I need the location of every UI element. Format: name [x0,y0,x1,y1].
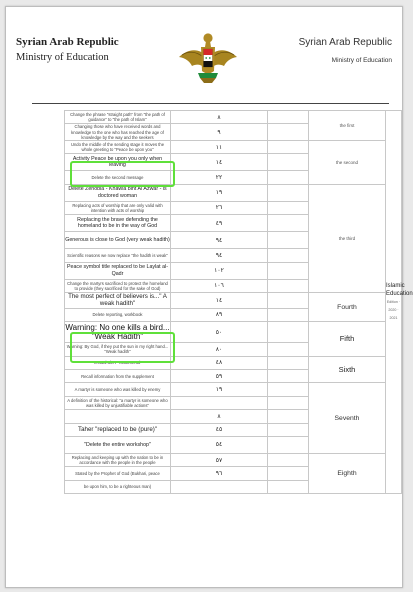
unit-label: Fourth [309,292,386,321]
header-left-country: Syrian Arab Republic [16,36,119,48]
page-number: ١٩ [171,383,268,396]
empty-cell [268,201,309,214]
page-number: ١١ [171,141,268,154]
page-number: ٢٢ [171,171,268,184]
unit-label: the third [309,184,386,292]
header-left-ministry: Ministry of Education [16,52,109,63]
unit-label: Fifth [309,322,386,356]
page-number [171,396,268,409]
unit-label: Eighth [309,453,386,493]
page-number: ٤٨ [171,356,268,369]
amendment-description: Scientific reasons we now replace "the hadith is weak" [65,249,171,262]
page-number [171,480,268,493]
amendment-description: Textual alert "Tastamerad" [65,356,171,369]
amendment-description: "Delete the entire workshop" [65,436,171,453]
page-number: ٨ [171,111,268,124]
page-number: ٩٤ [171,249,268,262]
unit-label: Sixth [309,356,386,383]
empty-cell [268,249,309,262]
table-row [65,383,402,396]
amendment-description: Taher "replaced to be (pure)" [65,423,171,436]
empty-cell [268,171,309,184]
header-left [16,35,119,65]
page-number: ٥٤ [171,436,268,453]
amendment-description: Activity Peace be upon you only when leaving [65,154,171,171]
amendment-description [65,410,171,423]
document-page [5,6,413,588]
highlight-box-2 [70,332,175,363]
empty-cell [268,124,309,141]
empty-cell [268,383,309,396]
table-row [65,453,402,466]
amendment-description: Replacing the brave defending the homeland to be in the way of God [65,215,171,232]
header-divider [32,103,389,104]
empty-cell [268,436,309,453]
empty-cell [268,396,309,409]
empty-cell [268,322,309,343]
page-number: ٥٠ [171,322,268,343]
amendment-description: Generous is close to God (very weak hadith) [65,232,171,249]
page-number: ٤٩ [171,215,268,232]
table-row [65,141,402,154]
unit-label: the second [309,141,386,185]
empty-cell [268,410,309,423]
amendment-description: The most perfect of believers is..." A weak hadith" [65,292,171,308]
header-right-country: Syrian Arab Republic [298,37,392,48]
subject-cell [386,111,413,494]
amendment-description: Change the phrase "straight path" from "the path of guidance" to "the path of Islam" [65,111,171,124]
empty-cell [268,215,309,232]
empty-cell [268,232,309,249]
empty-cell [268,308,309,321]
empty-cell [268,292,309,308]
empty-cell [268,343,309,356]
empty-cell [268,184,309,201]
page-number: ١٤ [171,292,268,308]
empty-cell [268,154,309,171]
amendment-description: A definition of the historical: "a martyr is someone who was killed by unjustifiable actions" [65,396,171,409]
amendment-description: Undo the middle of the sending stage it moves the whole greeting to "Peace be upon you" [65,141,171,154]
amendment-description: Stated by the Prophet of God (Bukhari, peace [65,467,171,480]
page-number: ١٠٢ [171,262,268,279]
subject-title: Islamic Education [386,283,413,298]
amendment-description: Delete Zenobia - Khawla bint Al Azwar - is doctored woman [65,184,171,201]
empty-cell [268,279,309,292]
unit-label: Seventh [309,383,386,454]
highlight-box-1 [70,161,175,187]
amendment-description: Recall information from the supplement [65,369,171,382]
page-number: ٥٩ [171,369,268,382]
page-number: ٩٤ [171,232,268,249]
page-number: ١٠٦ [171,279,268,292]
page-number: ٥٧ [171,453,268,466]
amendment-description: Delete reporting, workbook [65,308,171,321]
amendment-description: be upon him, to be a righteous man) [65,480,171,493]
table-row [65,292,402,308]
amendment-description: Replacing acts of worship that are only valid with intention with acts of worship [65,201,171,214]
page-number: ٨ [171,410,268,423]
amendment-description: A martyr is someone who was killed by enemy [65,383,171,396]
amendment-description: Delete the second message [65,171,171,184]
empty-cell [268,453,309,466]
page-number: ١٩ [171,184,268,201]
page-number: ٢٦ [171,201,268,214]
amendment-description: Warning: By God, if they put the sun in my right hand... "Weak hadith" [65,343,171,356]
empty-cell [268,141,309,154]
page-number: ٤٥ [171,423,268,436]
empty-cell [268,356,309,369]
amendment-description: Replacing and keeping up with the nation to be in accordance with the people in the people [65,453,171,466]
empty-cell [268,262,309,279]
header-right-ministry: Ministry of Education [331,57,392,64]
page-number: ٩ [171,124,268,141]
empty-cell [268,480,309,493]
amendment-description: Peace symbol title replaced to be Laylat al-Qadr [65,262,171,279]
amendment-description: Warning: No one kills a bird... "Weak Hadith" [65,323,170,342]
amendment-description: Change the martyrs sacrificed to protect the homeland to provide (they sacrificed for the sake of God) [65,279,171,292]
empty-cell [268,369,309,382]
header-right [299,36,392,68]
amendment-description: Changing those who have received words and knowledge to the one who has reached the age of knowledge by the way and the seekers [65,124,171,141]
page-number: ١٤ [171,154,268,171]
table-row [65,111,402,124]
page-number: ٨٩ [171,308,268,321]
page-number: ٩٦ [171,467,268,480]
empty-cell [268,467,309,480]
empty-cell [268,111,309,124]
unit-label: the first [309,111,386,141]
page-number: ٨٠ [171,343,268,356]
empty-cell [268,423,309,436]
subject-subtitle: Edition · 2020 · 2021 [386,300,401,321]
syrian-eagle-emblem-icon [176,27,240,91]
